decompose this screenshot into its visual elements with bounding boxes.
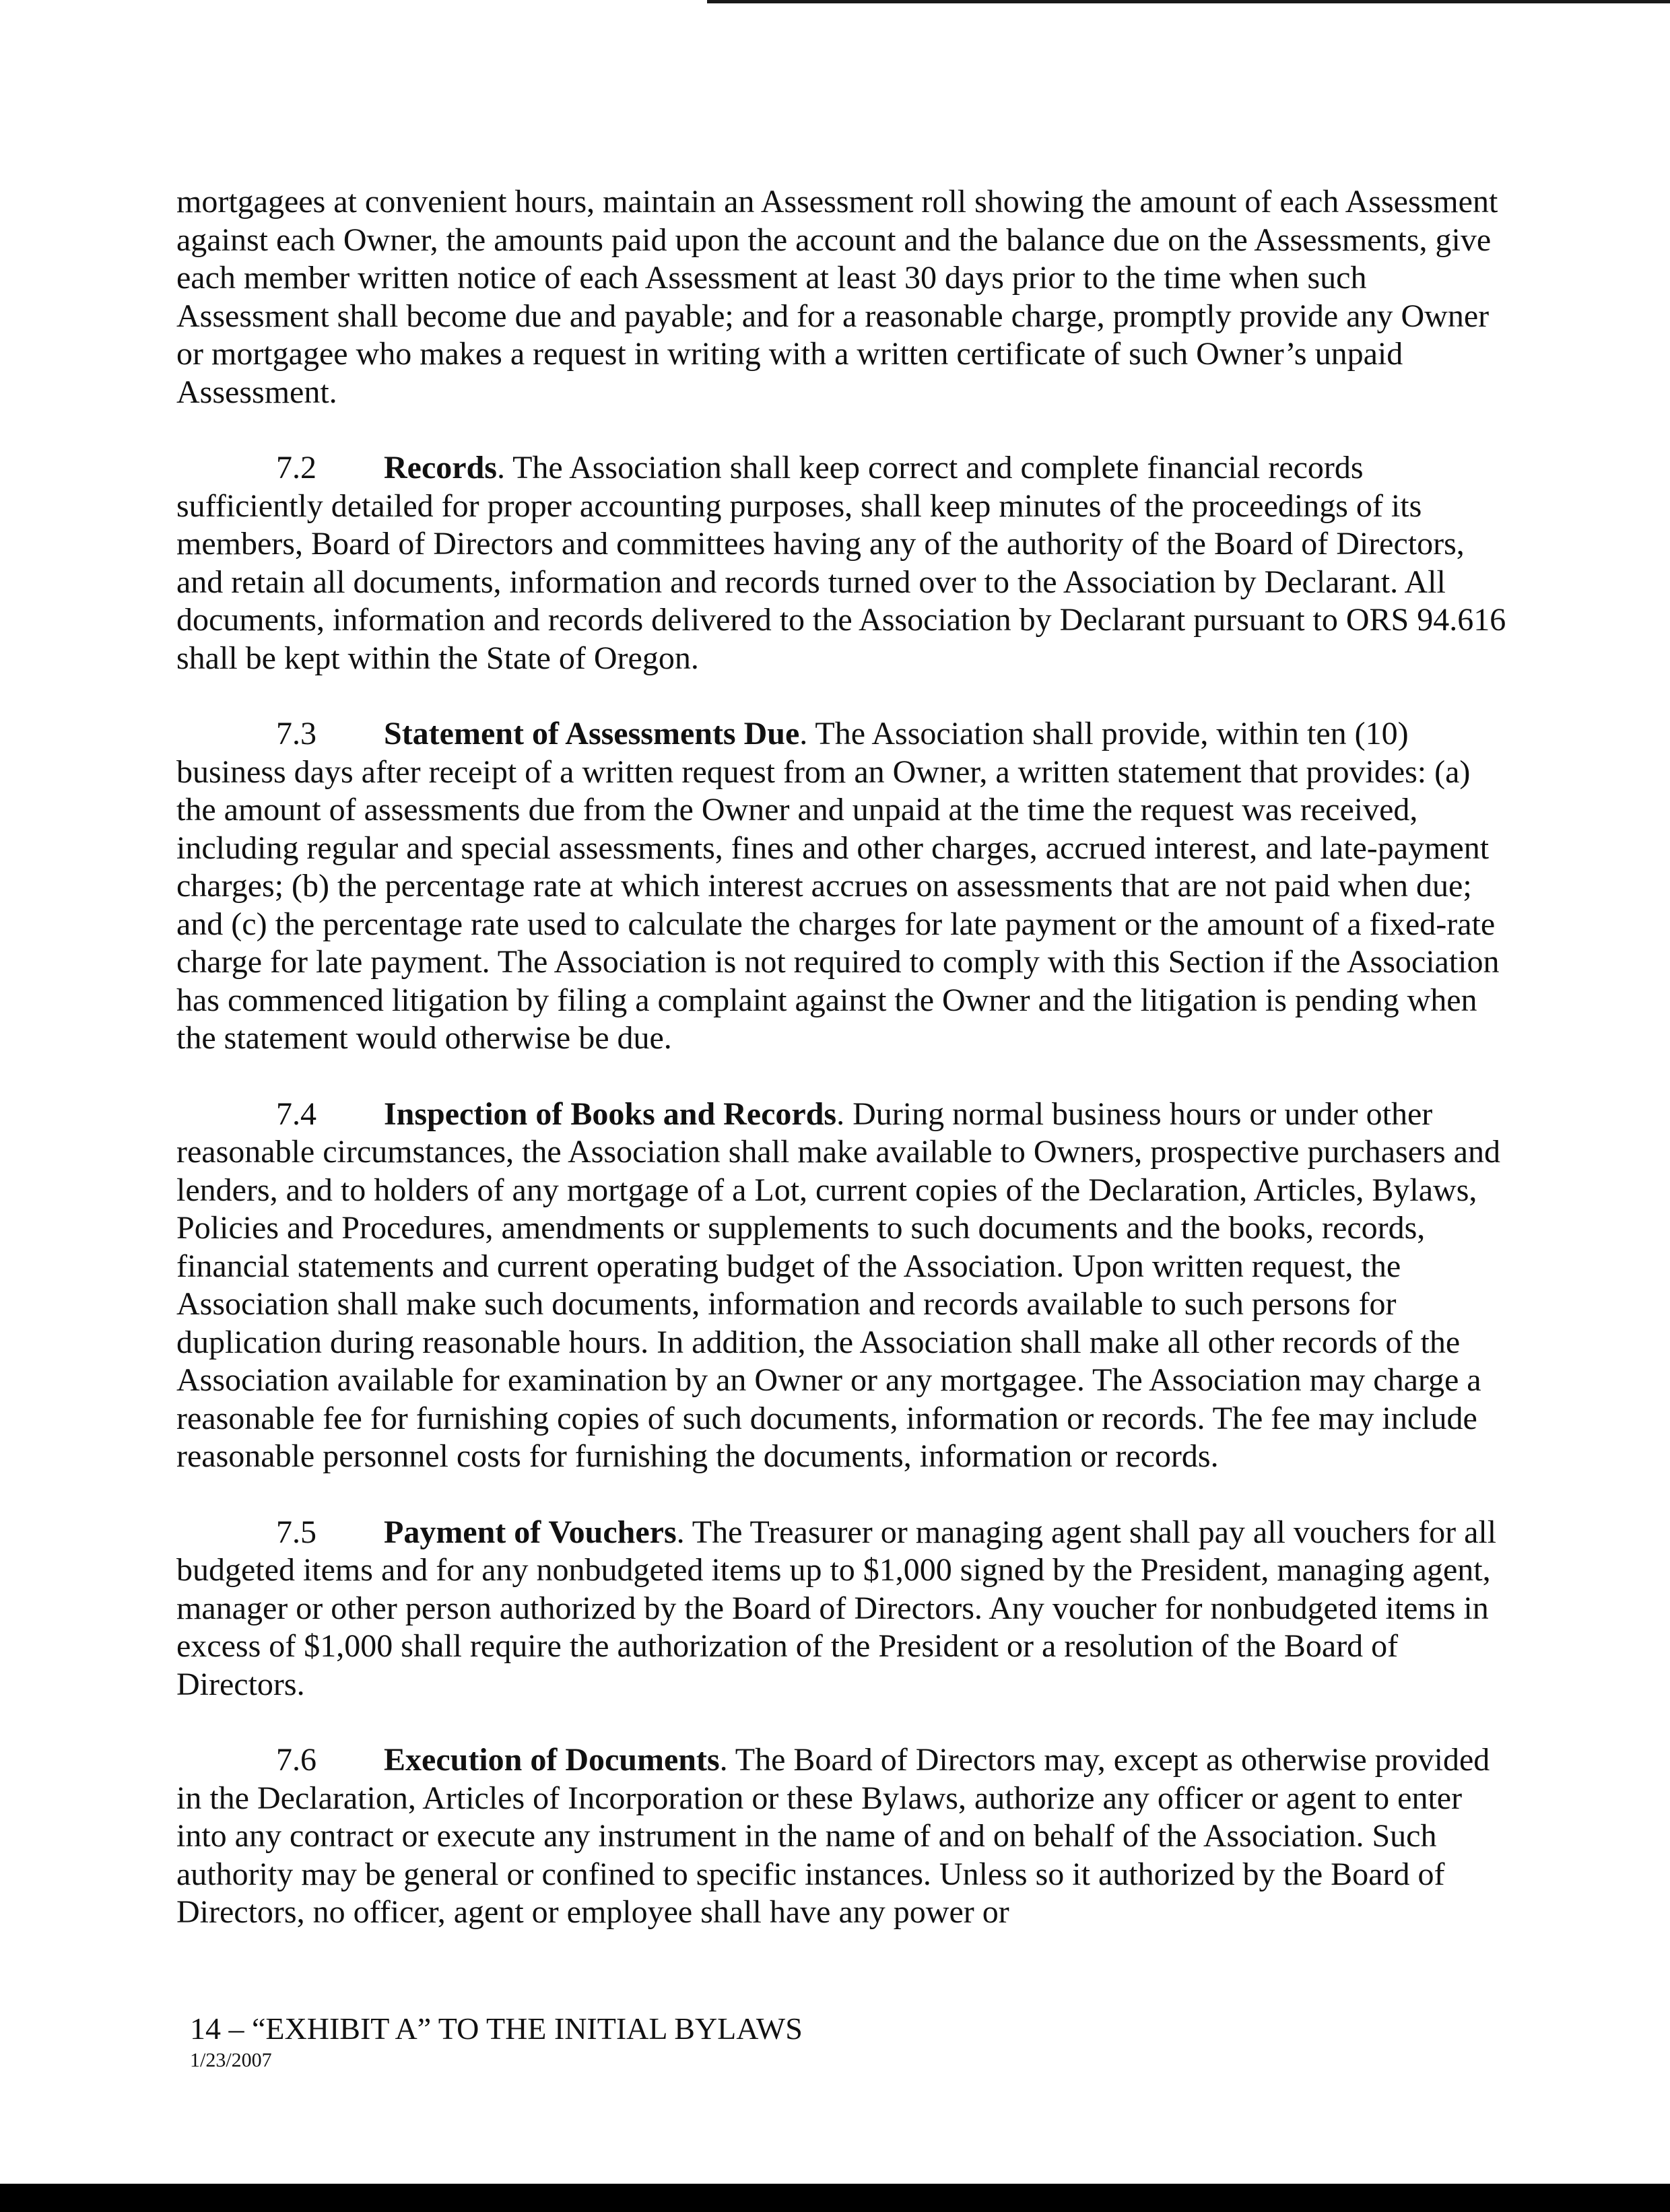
- section-title: Statement of Assessments Due: [384, 716, 800, 751]
- section-body: . The Treasurer or managing agent shall pay all vouchers for all budgeted items and for any nonbudgeted items up to $1,000 signed by the President, managing agent, manager or other person authorized by the Board of Directors. Any voucher for nonbudgeted items in excess of $1,000 shall require the authorization of the President or a resolution of the Board of Directors.: [176, 1514, 1497, 1702]
- document-body: [176, 183, 1506, 1970]
- section-body: . During normal business hours or under other reasonable circumstances, the Association shall make available to Owners, prospective purchasers and lenders, and to holders of any mortgage of a Lot, current copies of the Declaration, Articles, Bylaws, Policies and Procedures, amendments or supplements to such documents and the books, records, financial statements and current operating budget of the Association. Upon written request, the Association shall make such documents, information and records available to such persons for duplication during reasonable hours. In addition, the Association shall make all other records of the Association available for examination by an Owner or any mortgagee. The Association may charge a reasonable fee for furnishing copies of such documents, information or records. The fee may include reasonable personnel costs for furnishing the documents, information or records.: [176, 1096, 1500, 1474]
- section-body: . The Board of Directors may, except as otherwise provided in the Declaration, Articles of Incorporation or these Bylaws, authorize any officer or agent to enter into any contract or execute any instrument in the name of and on behalf of the Association. Such authority may be general or confined to specific instances. Unless so it authorized by the Board of Directors, no officer, agent or employee shall have any power or: [176, 1742, 1490, 1930]
- section-body: . The Association shall keep correct and complete financial records sufficiently detailed for proper accounting purposes, shall keep minutes of the proceedings of its members, Board of Directors and committees having any of the authority of the Board of Directors, and retain all documents, information and records turned over to the Association by Declarant. All documents, information and records delivered to the Association by Declarant pursuant to ORS 94.616 shall be kept within the State of Oregon.: [176, 450, 1506, 676]
- section-number: 7.6: [276, 1742, 316, 1778]
- section-body: . The Association shall provide, within ten (10) business days after receipt of a written request from an Owner, a written statement that provides: (a) the amount of assessments due from the Owner and unpaid at the time the request was received, including regular and special assessments, fines and other charges, accrued interest, and late-payment charges; (b) the percentage rate at which interest accrues on assessments that are not paid when due; and (c) the percentage rate used to calculate the charges for late payment or the amount of a fixed-rate charge for late payment. The Association is not required to comply with this Section if the Association has commenced litigation by filing a complaint against the Owner and the litigation is pending when the statement would otherwise be due.: [176, 716, 1500, 1056]
- section-number: 7.3: [276, 716, 316, 751]
- scan-edge-line: [707, 0, 1670, 3]
- page-footer: [190, 2010, 803, 2073]
- section-title: Inspection of Books and Records: [384, 1096, 837, 1132]
- section-7-4: [176, 1096, 1506, 1476]
- section-title: Payment of Vouchers: [384, 1514, 677, 1550]
- scan-bottom-edge: [0, 2184, 1670, 2212]
- section-7-6: [176, 1741, 1506, 1932]
- section-number: 7.2: [276, 450, 316, 485]
- section-title: Records: [384, 450, 497, 485]
- footer-page-label: 14 – “EXHIBIT A” TO THE INITIAL BYLAWS: [190, 2011, 803, 2046]
- footer-date: 1/23/2007: [190, 2049, 272, 2071]
- section-number: 7.5: [276, 1514, 316, 1550]
- section-7-2: [176, 449, 1506, 677]
- section-title: Execution of Documents: [384, 1742, 720, 1778]
- section-7-5: [176, 1514, 1506, 1704]
- section-7-3: [176, 715, 1506, 1058]
- section-number: 7.4: [276, 1096, 316, 1132]
- opening-paragraph: mortgagees at convenient hours, maintain an Assessment roll showing the amount of each Assessment against each Owner, the amounts paid upon the account and the balance due on the Assessments, give each member written notice of each Assessment at least 30 days prior to the time when such Assessment shall become due and payable; and for a reasonable charge, promptly provide any Owner or mortgagee who makes a request in writing with a written certificate of such Owner’s unpaid Assessment.: [176, 184, 1498, 410]
